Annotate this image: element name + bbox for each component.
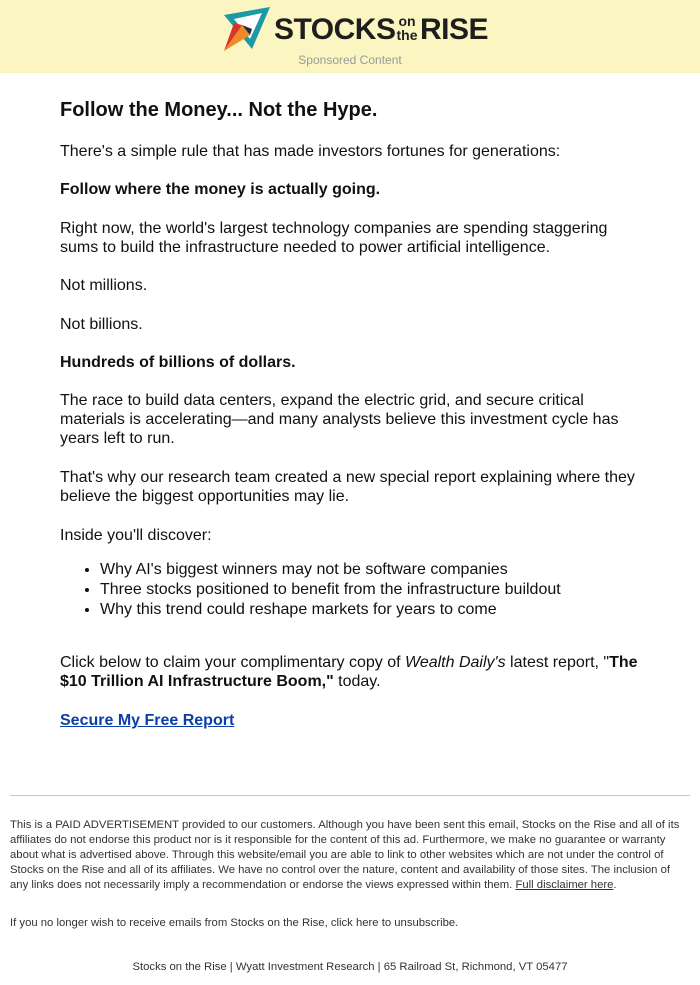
paragraph-right-now: Right now, the world's largest technology companies are spending staggering sums to build the infrastructure needed to power artificial intelligence. — [60, 220, 608, 256]
logo-word-on-the — [394, 14, 420, 42]
secure-free-report-link[interactable]: Secure My Free Report — [60, 712, 235, 729]
discover-list — [60, 560, 660, 620]
footer-divider — [10, 795, 690, 796]
paragraph-follow-money: Follow where the money is actually going. — [60, 181, 381, 198]
logo-word-stocks: STOCKS — [274, 13, 396, 46]
disclaimer-text — [10, 818, 690, 893]
sponsored-label: Sponsored Content — [298, 53, 402, 67]
list-item: • Why this trend could reshape markets for years to come — [100, 600, 660, 620]
list-item: • Three stocks positioned to benefit from the infrastructure buildout — [100, 580, 660, 600]
claim-close-quote: " — [326, 673, 334, 690]
claim-suffix: today. — [333, 673, 381, 690]
email-header — [0, 0, 700, 73]
paragraph-not-billions: Not billions. — [60, 316, 143, 333]
paragraph-inside: Inside you'll discover: — [60, 527, 212, 544]
disclaimer-end: . — [613, 879, 617, 891]
paragraph-not-millions: Not millions. — [60, 277, 148, 294]
logo-word-the: the — [396, 27, 418, 43]
disclaimer-body: This is a PAID ADVERTISEMENT provided to our customers. Although you have been sent this email, Stocks on the Rise and all of its affiliates do not endorse this product nor is it responsible for the content of this ad. Furthermore, we make no guarantee or warranty about what is advertised above. Through this website/email you are able to link to other websites which are not under the control of Stocks on the Rise and all of its affiliates. We have no control over the nature, content and availability of those sites. The inclusion of any links does not necessarily imply a recommendation or endorse the views expressed within them. — [10, 819, 680, 891]
cta-row — [60, 711, 650, 730]
claim-middle: latest report, " — [505, 654, 610, 671]
paragraph-claim — [60, 653, 650, 691]
logo-word-rise: RISE — [420, 13, 489, 46]
paragraph-race: The race to build data centers, expand the electric grid, and secure critical materials is accelerating—and many analysts believe this investment cycle has years left to run. — [60, 392, 619, 447]
logo-arrow-icon — [222, 5, 272, 53]
unsubscribe-text[interactable]: If you no longer wish to receive emails from Stocks on the Rise, click here to unsubscribe. — [10, 917, 459, 929]
stocks-on-the-rise-logo[interactable] — [222, 5, 487, 53]
full-disclaimer-link[interactable]: Full disclaimer here — [515, 879, 614, 891]
list-item: • Why AI's biggest winners may not be software companies — [100, 560, 660, 580]
logo-word-on: on — [398, 13, 416, 29]
paragraph-research-team: That's why our research team created a new special report explaining where they believe the biggest opportunities may lie. — [60, 469, 635, 505]
claim-prefix: Click below to claim your complimentary copy of — [60, 654, 406, 671]
email-body — [60, 96, 650, 729]
paragraph-hundreds-billions: Hundreds of billions of dollars. — [60, 354, 296, 371]
paragraph-intro: There's a simple rule that has made investors fortunes for generations: — [60, 143, 561, 160]
claim-publisher: Wealth Daily's — [405, 654, 506, 671]
claim-report-title: The $10 Trillion AI Infrastructure Boom, — [60, 654, 638, 690]
headline: Follow the Money... Not the Hype. — [60, 99, 378, 121]
footer-address: Stocks on the Rise | Wyatt Investment Research | 65 Railroad St, Richmond, VT 05477 — [132, 961, 568, 973]
